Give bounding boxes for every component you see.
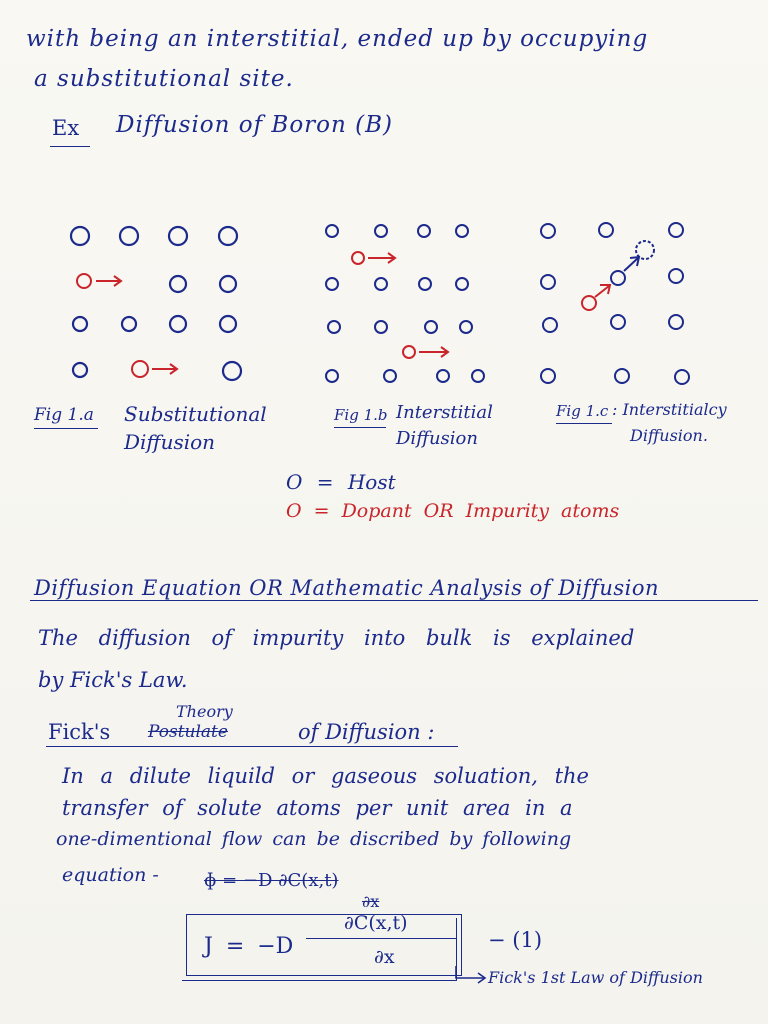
heading-underline: [30, 600, 758, 601]
fig-a-title-2: Diffusion: [124, 430, 216, 454]
text-line-1: with being an interstitial, ended up by occupying: [26, 26, 649, 52]
fig-b-title-2: Diffusion: [396, 428, 478, 449]
para2-line3: one-dimentional flow can be discribed by following: [56, 828, 572, 850]
para2-line4: equation -: [62, 864, 159, 886]
equation-numerator: ∂C(x,t): [344, 912, 408, 934]
equation-denominator: ∂x: [374, 946, 395, 968]
ficks-suffix: of Diffusion :: [298, 720, 435, 744]
fig-c-host-atoms: [541, 223, 689, 384]
fig-a-ref-underline: [34, 428, 98, 429]
ficks-prefix: Fick's: [48, 720, 111, 744]
fig-b-dopant-atoms: [352, 252, 448, 358]
struck-equation-top: ɸ = −D ∂C(x,t): [204, 870, 339, 891]
ficks-underline: [46, 746, 458, 747]
fig-b-title: Interstitial: [396, 402, 493, 423]
fig-c-dopant-atom: [582, 285, 610, 310]
diffusion-figures: [0, 0, 768, 400]
example-text: Diffusion of Boron (B): [116, 112, 393, 138]
para2-line2: transfer of solute atoms per unit area in a: [62, 796, 573, 820]
fig-c-ref: Fig 1.c: [556, 402, 609, 420]
section-heading: Diffusion Equation OR Mathematic Analysis of Diffusion: [34, 576, 660, 600]
fig-c-ref-underline: [556, 423, 612, 424]
example-label: Ex: [52, 116, 80, 140]
fig-a-host-atoms: [71, 227, 241, 380]
fig-b-ref-underline: [334, 427, 386, 428]
legend-dopant: O = Dopant OR Impurity atoms: [286, 500, 620, 522]
fig-a-ref: Fig 1.a: [34, 405, 94, 425]
para1-line2: by Fick's Law.: [38, 668, 188, 692]
ficks-struck-word: Postulate: [148, 722, 228, 742]
equation-annotation: Fick's 1st Law of Diffusion: [488, 968, 703, 987]
fig-c-title: : Interstitialcy: [612, 400, 727, 419]
text-line-2: a substitutional site.: [34, 66, 294, 92]
fig-b-host-atoms: [326, 225, 484, 382]
para2-line1: In a dilute liquild or gaseous soluation, the: [62, 764, 589, 788]
equation-fraction-bar: [306, 938, 456, 939]
fig-c-title-2: Diffusion.: [630, 426, 708, 445]
fig-b-ref: Fig 1.b: [334, 406, 388, 424]
struck-equation-bottom: ∂x: [362, 892, 380, 911]
annotation-arrow: [450, 966, 490, 986]
fig-a-title: Substitutional: [124, 402, 267, 426]
equation-lhs: J = −D: [204, 934, 294, 959]
ficks-inserted-word: Theory: [176, 702, 233, 721]
equation-number: − (1): [488, 928, 543, 952]
para1-line1: The diffusion of impurity into bulk is explained: [38, 626, 635, 650]
legend-host: O = Host: [286, 470, 396, 494]
fig-a-dopant-atoms: [77, 274, 177, 377]
